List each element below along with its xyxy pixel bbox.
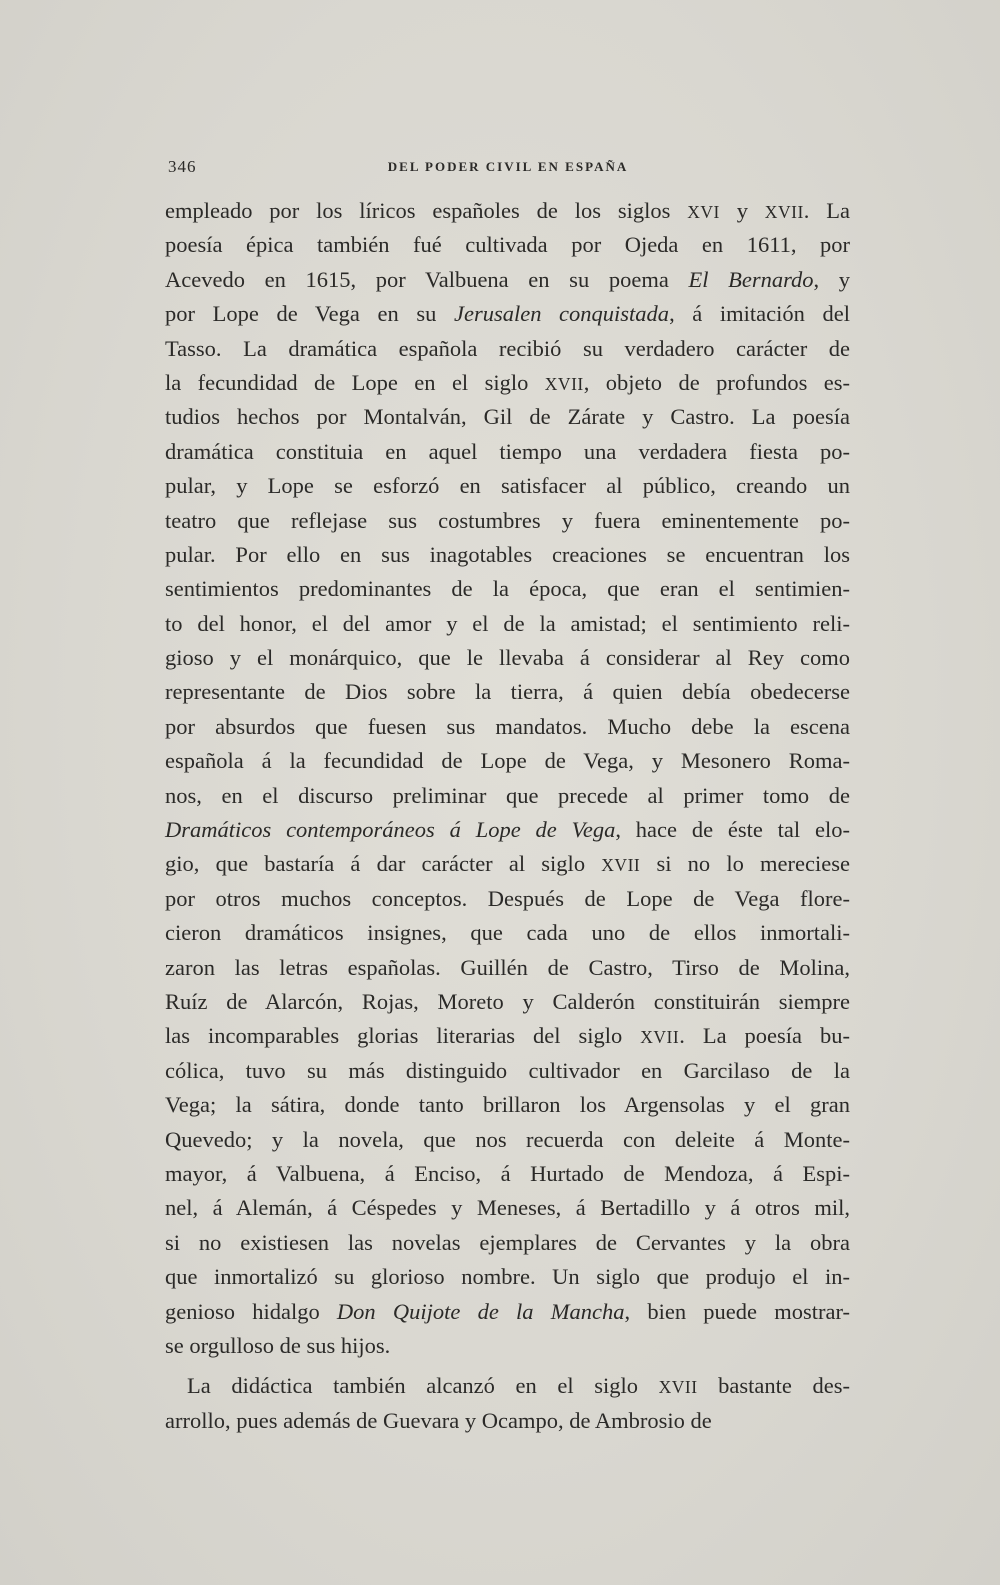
text-line: la fecundidad de Lope en el siglo XVII, objeto de profundos es- [165,369,850,395]
paragraph [165,1369,850,1438]
text-line: se orgulloso de sus hijos. [165,1332,391,1358]
text-line: to del honor, el del amor y el de la amistad; el sentimiento reli- [165,610,850,636]
text-line: pular, y Lope se esforzó en satisfacer al público, creando un [165,473,850,499]
running-title: DEL PODER CIVIL EN ESPAÑA [387,159,629,174]
text-line: por Lope de Vega en su Jerusalen conquistada, á imitación del [165,301,850,327]
text-line: poesía épica también fué cultivada por Ojeda en 1611, por [165,232,850,258]
text-line: sentimientos predominantes de la época, que eran el sentimien- [165,576,850,602]
text-line: Ruíz de Alarcón, Rojas, Moreto y Calderón constituirán siempre [165,988,850,1014]
text-line: española á la fecundidad de Lope de Vega, y Mesonero Roma- [165,748,850,774]
roman-numeral: XVI [687,202,720,222]
text-line: arrollo, pues además de Guevara y Ocampo, de Ambrosio de [165,1407,712,1433]
roman-numeral: XVII [658,1377,698,1398]
text-line: zaron las letras españolas. Guillén de Castro, Tirso de Molina, [165,954,850,980]
text-line: Dramáticos contemporáneos á Lope de Vega, hace de éste tal elo- [165,817,850,843]
roman-numeral: XVII [601,855,641,876]
text-line: dramática constituia en aquel tiempo una verdadera fiesta po- [165,438,850,464]
text-line: empleado por los líricos españoles de los siglos XVI y XVII. La [165,198,850,223]
text-line: gioso y el monárquico, que le llevaba á considerar al Rey como [165,645,850,671]
text-line: teatro que reflejase sus costumbres y fuera eminentemente po- [165,507,850,533]
italic-title: Don Quijote de la Mancha [336,1298,625,1324]
roman-numeral: XVII [544,373,584,394]
text-line: Vega; la sátira, donde tanto brillaron los Argensolas y el gran [165,1092,850,1118]
text-line: Tasso. La dramática española recibió su verdadero carácter de [165,335,850,361]
text-line: por absurdos que fuesen sus mandatos. Mucho debe la escena [165,713,850,739]
text-line: Acevedo en 1615, por Valbuena en su poema El Bernardo, y [165,266,851,292]
italic-title: Dramáticos contemporáneos á Lope de Vega [165,817,616,843]
text-line: nos, en el discurso preliminar que precede al primer tomo de [165,782,850,808]
roman-numeral: XVII [764,202,804,222]
text-line: nel, á Alemán, á Céspedes y Meneses, á Bertadillo y á otros mil, [165,1195,850,1221]
text-line: gio, que bastaría á dar carácter al siglo XVII si no lo mereciese [165,851,850,877]
text-line: cólica, tuvo su más distinguido cultivador en Garcilaso de la [165,1057,850,1083]
text-line: que inmortalizó su glorioso nombre. Un siglo que produjo el in- [165,1264,850,1290]
text-line: cieron dramáticos insignes, que cada uno de ellos inmortali- [165,920,850,946]
page-header [168,157,848,183]
italic-title: El Bernardo [688,266,814,292]
text-line: pular. Por ello en sus inagotables creaciones se encuentran los [165,541,850,567]
body-text [165,194,850,1438]
text-line: genioso hidalgo Don Quijote de la Mancha, bien puede mostrar- [165,1298,851,1324]
text-line: si no existiesen las novelas ejemplares de Cervantes y la obra [165,1229,850,1255]
text-line: representante de Dios sobre la tierra, á quien debía obedecerse [165,679,850,705]
text-line: por otros muchos conceptos. Después de Lope de Vega flore- [165,885,850,911]
text-line: Quevedo; y la novela, que nos recuerda con deleite á Monte- [165,1126,850,1152]
text-line: tudios hechos por Montalván, Gil de Zárate y Castro. La poesía [165,404,850,430]
paragraph [165,194,850,1363]
text-line: La didáctica también alcanzó en el siglo XVII bastante des- [187,1373,850,1399]
text-line: las incomparables glorias literarias del siglo XVII. La poesía bu- [165,1023,850,1049]
italic-title: Jerusalen conquistada [453,301,670,327]
roman-numeral: XVII [640,1027,680,1048]
page-number: 346 [168,157,197,176]
text-line: mayor, á Valbuena, á Enciso, á Hurtado de Mendoza, á Espi- [165,1160,850,1186]
